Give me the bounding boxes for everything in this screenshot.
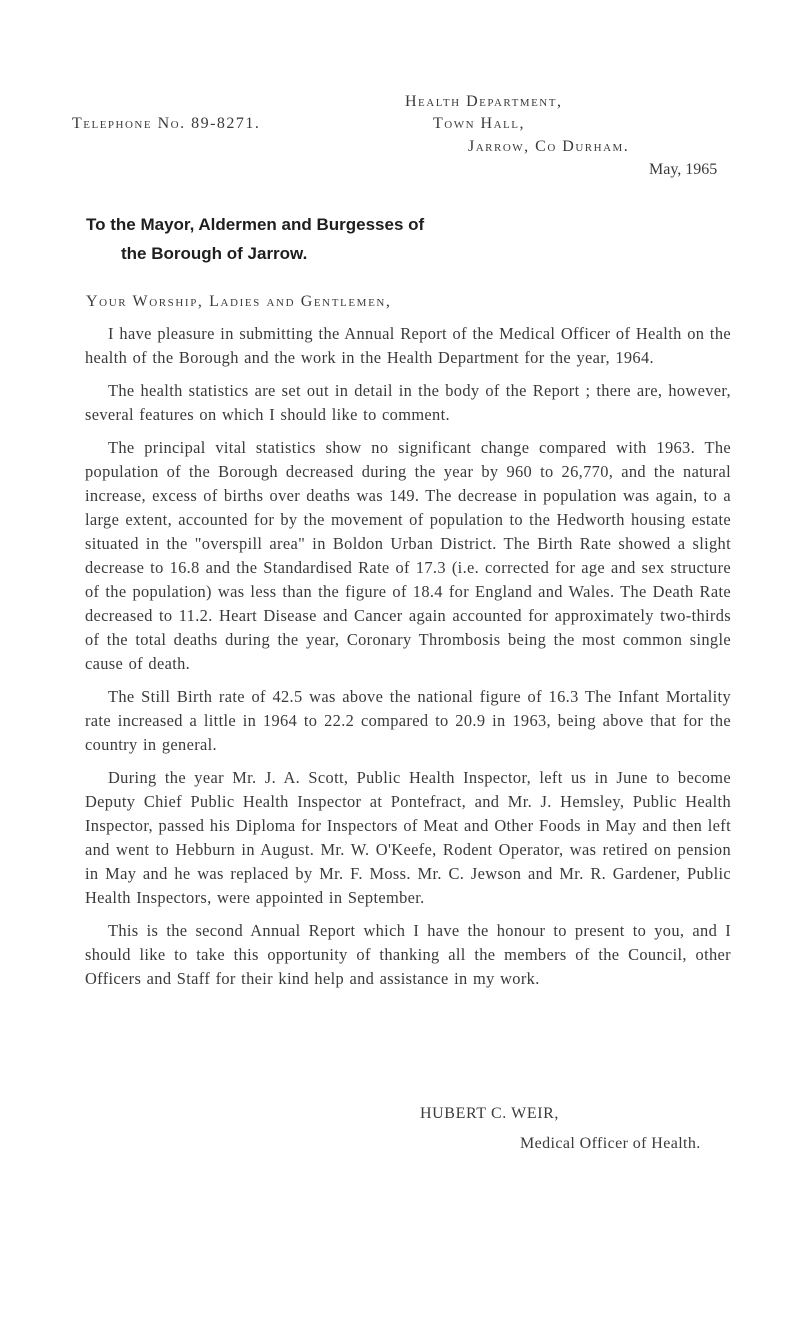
letter-date: May, 1965 — [649, 161, 718, 178]
telephone-number: Telephone No. 89-8271. — [72, 115, 261, 132]
department-name: Health Department, — [405, 93, 563, 110]
signature-name: HUBERT C. WEIR, — [420, 1105, 560, 1122]
paragraph-vital-statistics: The principal vital statistics show no significant change compared with 1963. The population of the Borough decreased during the year by 960 to 26,770, and the natural increase, excess of births over deaths was 149. The decrease in population was again, to a large extent, accounted for by the movement of population to the Hedworth housing estate situated in the "overspill area" in Boldon Urban District. The Birth Rate showed a slight decrease to 16.8 and the Standardised Rate of 17.3 (i.e. corrected for age and sex structure of the population) was less than the figure of 18.4 for England and Wales. The Death Rate decreased to 11.2. Heart Disease and Cancer again accounted for approximately two-thirds of the total deaths during the year, Coronary Thrombosis being the most common single cause of death. — [85, 438, 731, 673]
paragraph-infant-mortality: The Still Birth rate of 42.5 was above the national figure of 16.3 The Infant Mortality rate increased a little in 1964 to 22.2 compared to 20.9 in 1963, being above that for the country in general. — [85, 687, 731, 754]
paragraph-statistics-note: The health statistics are set out in detail in the body of the Report ; there are, however, several features on which I should like to comment. — [85, 381, 731, 424]
address-town: Jarrow, Co Durham. — [468, 138, 630, 155]
salutation: Your Worship, Ladies and Gentlemen, — [86, 293, 392, 310]
paragraph-staff-changes: During the year Mr. J. A. Scott, Public Health Inspector, left us in June to become Deputy Chief Public Health Inspector at Pontefract, and Mr. J. Hemsley, Public Health Inspector, passed his Diploma for Inspectors of Meat and Other Foods in May and then left and went to Hebburn in August. Mr. W. O'Keefe, Rodent Operator, was retired on pension in May and he was replaced by Mr. F. Moss. Mr. C. Jewson and Mr. R. Gardener, Public Health Inspectors, were appointed in September. — [85, 768, 731, 907]
address-town-hall: Town Hall, — [433, 115, 525, 132]
paragraph-thanks: This is the second Annual Report which I have the honour to present to you, and I should like to take this opportunity of thanking all the members of the Council, other Officers and Staff for their kind help and assistance in my work. — [85, 921, 731, 988]
paragraph-intro: I have pleasure in submitting the Annual Report of the Medical Officer of Health on the health of the Borough and the work in the Health Department for the year, 1964. — [85, 324, 731, 367]
addressee-line-2: the Borough of Jarrow. — [121, 244, 308, 263]
letter-body — [85, 322, 731, 1000]
addressee-line-1: To the Mayor, Aldermen and Burgesses of — [86, 215, 425, 234]
signature-title: Medical Officer of Health. — [520, 1135, 701, 1152]
